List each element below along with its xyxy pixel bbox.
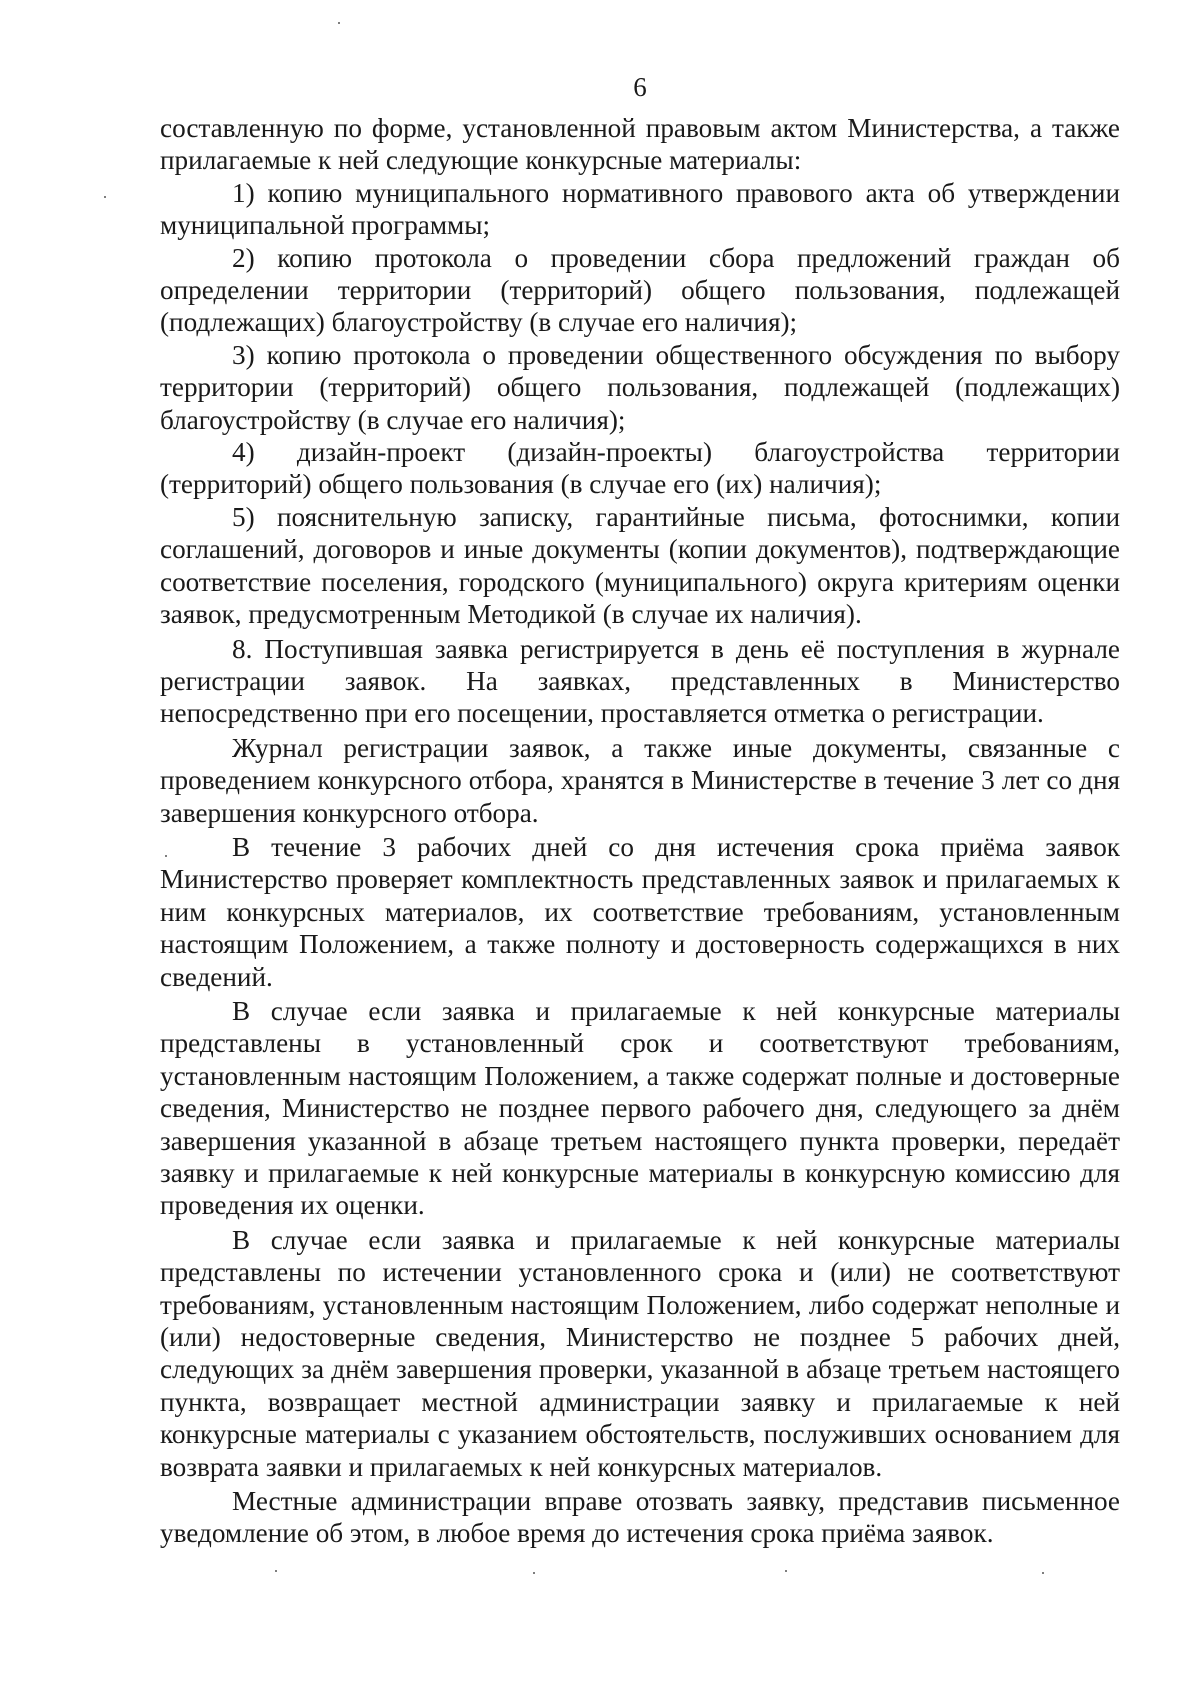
scan-speck <box>104 196 106 198</box>
page-number: 6 <box>633 72 647 102</box>
scan-speck <box>275 1570 277 1572</box>
list-item-1: 1) копию муниципального нормативного правового акта об утверждении муниципальной программы; <box>160 177 1120 241</box>
paragraph-review-period: В течение 3 рабочих дней со дня истечения срока приёма заявок Министерство проверяет комплектность представленных заявок и прилагаемых к ним конкурсных материалов, их соответствие требованиям, установленным настоящим Положением, а также полноту и достоверность содержащихся в них сведений. <box>160 831 1120 992</box>
list-item-2: 2) копию протокола о проведении сбора предложений граждан об определении территории (территорий) общего пользования, подлежащей (подлежащих) благоустройству (в случае его наличия); <box>160 242 1120 338</box>
document-body <box>160 112 1120 1550</box>
scan-speck <box>533 1572 535 1574</box>
paragraph-continuation: составленную по форме, установленной правовым актом Министерства, а также прилагаемые к ней следующие конкурсные материалы: <box>160 113 1120 176</box>
scan-speck <box>165 855 167 857</box>
paragraph-withdraw-application: Местные администрации вправе отозвать заявку, представив письменное уведомление об этом, в любое время до истечения срока приёма заявок. <box>160 1486 1120 1549</box>
list-item-5: 5) пояснительную записку, гарантийные письма, фотоснимки, копии соглашений, договоров и иные документы (копии документов), подтверждающие соответствие поселения, городского (муниципального) округа критериям оценки заявок, предусмотренным Методикой (в случае их наличия). <box>160 501 1120 630</box>
paragraph-registry-journal: Журнал регистрации заявок, а также иные документы, связанные с проведением конкурсного отбора, хранятся в Министерстве в течение 3 лет со дня завершения конкурсного отбора. <box>160 732 1120 828</box>
list-item-4: 4) дизайн-проект (дизайн-проекты) благоустройства территории (территорий) общего пользования (в случае его (их) наличия); <box>160 437 1120 500</box>
paragraph-transfer-to-commission: В случае если заявка и прилагаемые к ней конкурсные материалы представлены в установленный срок и соответствуют требованиям, установленным настоящим Положением, а также содержат полные и достоверные сведения, Министерство не позднее первого рабочего дня, следующего за днём завершения указанной в абзаце третьем настоящего пункта проверки, передаёт заявку и прилагаемые к ней конкурсные материалы в конкурсную комиссию для проведения их оценки. <box>160 995 1120 1221</box>
clause-8: 8. Поступившая заявка регистрируется в день её поступления в журнале регистрации заявок. На заявках, представленных в Министерство непосредственно при его посещении, проставляется отметка о регистрации. <box>160 633 1120 729</box>
scan-speck <box>338 22 340 24</box>
scan-speck <box>785 1570 787 1572</box>
paragraph-return-application: В случае если заявка и прилагаемые к ней конкурсные материалы представлены по истечении установленного срока и (или) не соответствуют требованиям, установленным настоящим Положением, либо содержат неполные и (или) недостоверные сведения, Министерство не позднее 5 рабочих дней, следующих за днём завершения проверки, указанной в абзаце третьем настоящего пункта, возвращает местной администрации заявку и прилагаемые к ней конкурсные материалы с указанием обстоятельств, послуживших основанием для возврата заявки и прилагаемых к ней конкурсных материалов. <box>160 1224 1120 1482</box>
scan-speck <box>1042 1572 1044 1574</box>
list-item-3: 3) копию протокола о проведении общественного обсуждения по выбору территории (территорий) общего пользования, подлежащей (подлежащих) благоустройству (в случае его наличия); <box>160 339 1120 435</box>
